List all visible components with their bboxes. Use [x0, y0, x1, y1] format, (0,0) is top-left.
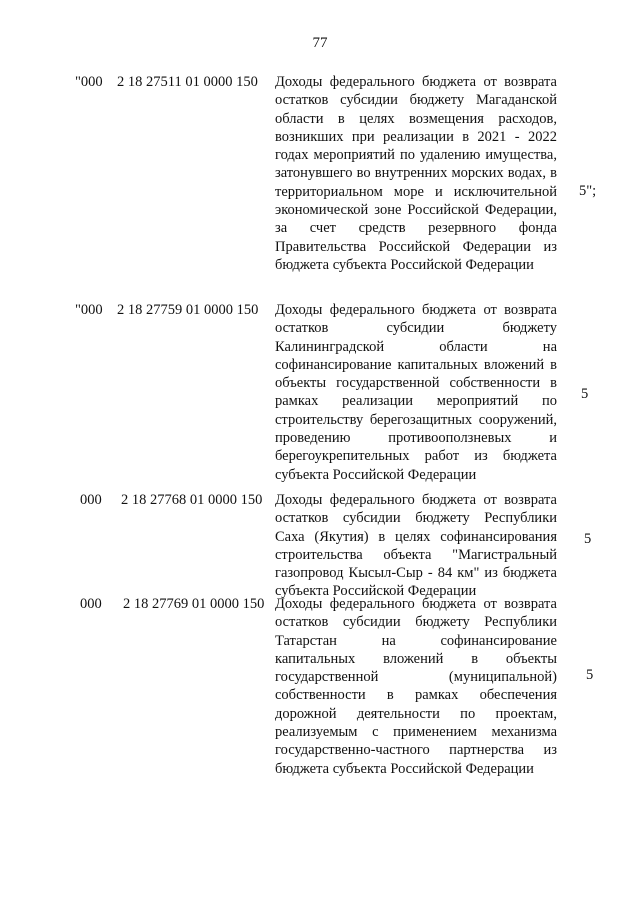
table-row: [0, 301, 640, 489]
row-prefix: "000: [75, 302, 103, 318]
row-code: 2 18 27769 01 0000 150: [123, 596, 265, 612]
row-code: 2 18 27759 01 0000 150: [117, 302, 259, 318]
row-prefix: 000: [80, 492, 102, 508]
page-number: 77: [312, 35, 328, 51]
row-amount: 5: [584, 531, 592, 547]
row-description: Доходы федерального бюджета от возврата остатков субсидии бюджету Республики Саха (Якутия) в целях софинансирования строительства объекта "Магистральный газопровод Кысыл-Сыр - 84 км" из бюджета субъекта Российской Федерации: [275, 492, 557, 600]
row-amount: 5: [581, 386, 589, 402]
row-amount: 5: [586, 667, 594, 683]
row-description: Доходы федерального бюджета от возврата остатков субсидии бюджету Республики Татарстан на софинансирование капитальных вложений в объекты государственной (муниципальной) собственности в рамках обеспечения дорожной деятельности по проектам, реализуемым с применением механизма государственно-частного партнерства из бюджета субъекта Российской Федерации: [275, 596, 557, 777]
table-row: [0, 73, 640, 298]
row-prefix: 000: [80, 596, 102, 612]
row-description: Доходы федерального бюджета от возврата остатков субсидии бюджету Калининградской области на софинансирование капитальных вложений в объекты государственной собственности в рамках реализации мероприятий по строительству берегозащитных сооружений, проведению противооползневых и берегоукрепительных работ из бюджета субъекта Российской Федерации: [275, 302, 557, 483]
row-code: 2 18 27768 01 0000 150: [121, 492, 263, 508]
row-prefix: "000: [75, 74, 103, 90]
table-row: [0, 595, 640, 785]
table-row: [0, 491, 640, 600]
row-amount: 5";: [579, 183, 597, 199]
row-code: 2 18 27511 01 0000 150: [117, 74, 258, 90]
row-description: Доходы федерального бюджета от возврата остатков субсидии бюджету Магаданской области в целях возмещения расходов, возникших при реализации в 2021 - 2022 годах мероприятий по удалению имущества, затонувшего во внутренних морских водах, в территориальном море и исключительной экономической зоне Российской Федерации, за счет средств резервного фонда Правительства Российской Федерации из бюджета субъекта Российской Федерации: [275, 74, 557, 273]
